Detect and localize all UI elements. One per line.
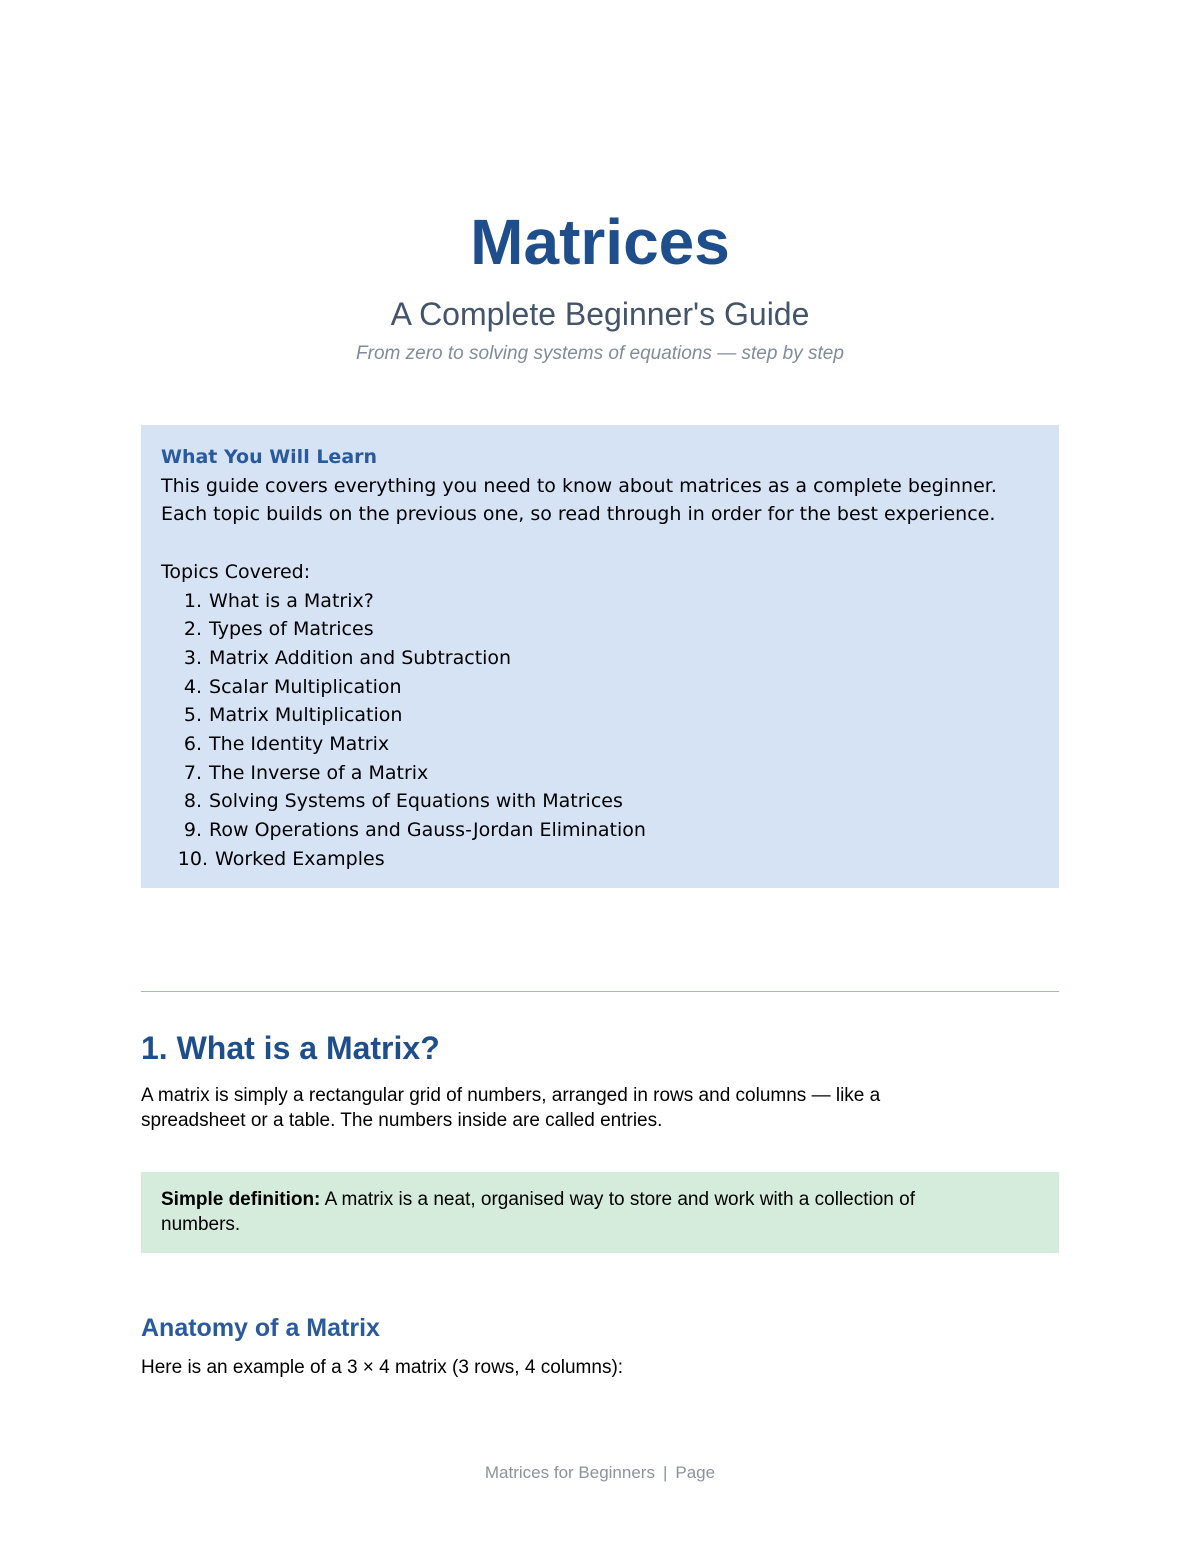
topic-label: Matrix Multiplication: [209, 704, 403, 727]
topic-item: [161, 615, 1039, 644]
topic-number: 8.: [183, 790, 202, 813]
definition-callout-box: [141, 1172, 1059, 1253]
page-title: Matrices: [470, 206, 730, 278]
page-subtitle: A Complete Beginner's Guide: [390, 296, 810, 332]
learn-callout-box: [141, 425, 1059, 888]
topic-item: [161, 730, 1039, 759]
footer-page-label: Page: [675, 1463, 716, 1482]
topic-label: What is a Matrix?: [209, 589, 374, 612]
what-is-matrix-paragraph: [141, 1084, 1059, 1133]
topics-list: [161, 587, 1039, 874]
topic-label: Worked Examples: [215, 847, 385, 870]
topics-label: Topics Covered:: [161, 560, 311, 583]
footer-doc-name: Matrices for Beginners: [484, 1463, 655, 1482]
learn-intro-line-1: This guide covers everything you need to know about matrices as a complete beginner.: [161, 474, 997, 497]
topic-label: Types of Matrices: [209, 618, 374, 641]
topic-number: 3.: [183, 646, 202, 669]
paragraph-line-2: spreadsheet or a table. The numbers inside are called entries.: [141, 1109, 663, 1131]
section-heading-what-is-a-matrix: 1. What is a Matrix?: [141, 1030, 440, 1066]
topic-item: [161, 673, 1039, 702]
topic-number: 9.: [183, 819, 202, 842]
topic-label: The Inverse of a Matrix: [209, 761, 429, 784]
learn-intro-line-2: Each topic builds on the previous one, so read through in order for the best experience.: [161, 503, 996, 526]
topic-number: 7.: [183, 761, 202, 784]
footer-separator: |: [662, 1463, 668, 1482]
topic-label: Scalar Multiplication: [209, 675, 402, 698]
subheading-anatomy-of-a-matrix: Anatomy of a Matrix: [141, 1314, 380, 1342]
page-tagline: From zero to solving systems of equations — step by step: [356, 343, 844, 364]
definition-label: Simple definition:: [161, 1189, 321, 1210]
topic-item: [161, 759, 1039, 788]
topic-label: The Identity Matrix: [209, 733, 390, 756]
topic-number: 4.: [183, 675, 202, 698]
learn-heading: What You Will Learn: [161, 446, 378, 468]
definition-text-line-1: A matrix is a neat, organised way to store and work with a collection of: [320, 1189, 915, 1210]
topic-number: 1.: [183, 589, 202, 612]
anatomy-intro-text: Here is an example of a 3 × 4 matrix (3 rows, 4 columns):: [141, 1357, 624, 1378]
topic-number: 2.: [183, 618, 202, 641]
topic-item: [161, 787, 1039, 816]
topic-item: [161, 644, 1039, 673]
definition-text-line-2: numbers.: [161, 1214, 241, 1235]
topic-number: 10.: [177, 847, 208, 870]
topic-item: [161, 816, 1039, 845]
topic-item: [161, 587, 1039, 616]
topic-label: Matrix Addition and Subtraction: [209, 646, 512, 669]
topic-item: [161, 845, 1039, 874]
topic-number: 5.: [183, 704, 202, 727]
topic-label: Solving Systems of Equations with Matrices: [209, 790, 623, 813]
topic-item: [161, 701, 1039, 730]
topic-number: 6.: [183, 733, 202, 756]
paragraph-line-1: A matrix is simply a rectangular grid of numbers, arranged in rows and columns — like a: [141, 1085, 881, 1106]
section-divider: [141, 991, 1059, 992]
topic-label: Row Operations and Gauss-Jordan Elimination: [209, 819, 646, 842]
page-footer: [0, 1461, 1200, 1485]
